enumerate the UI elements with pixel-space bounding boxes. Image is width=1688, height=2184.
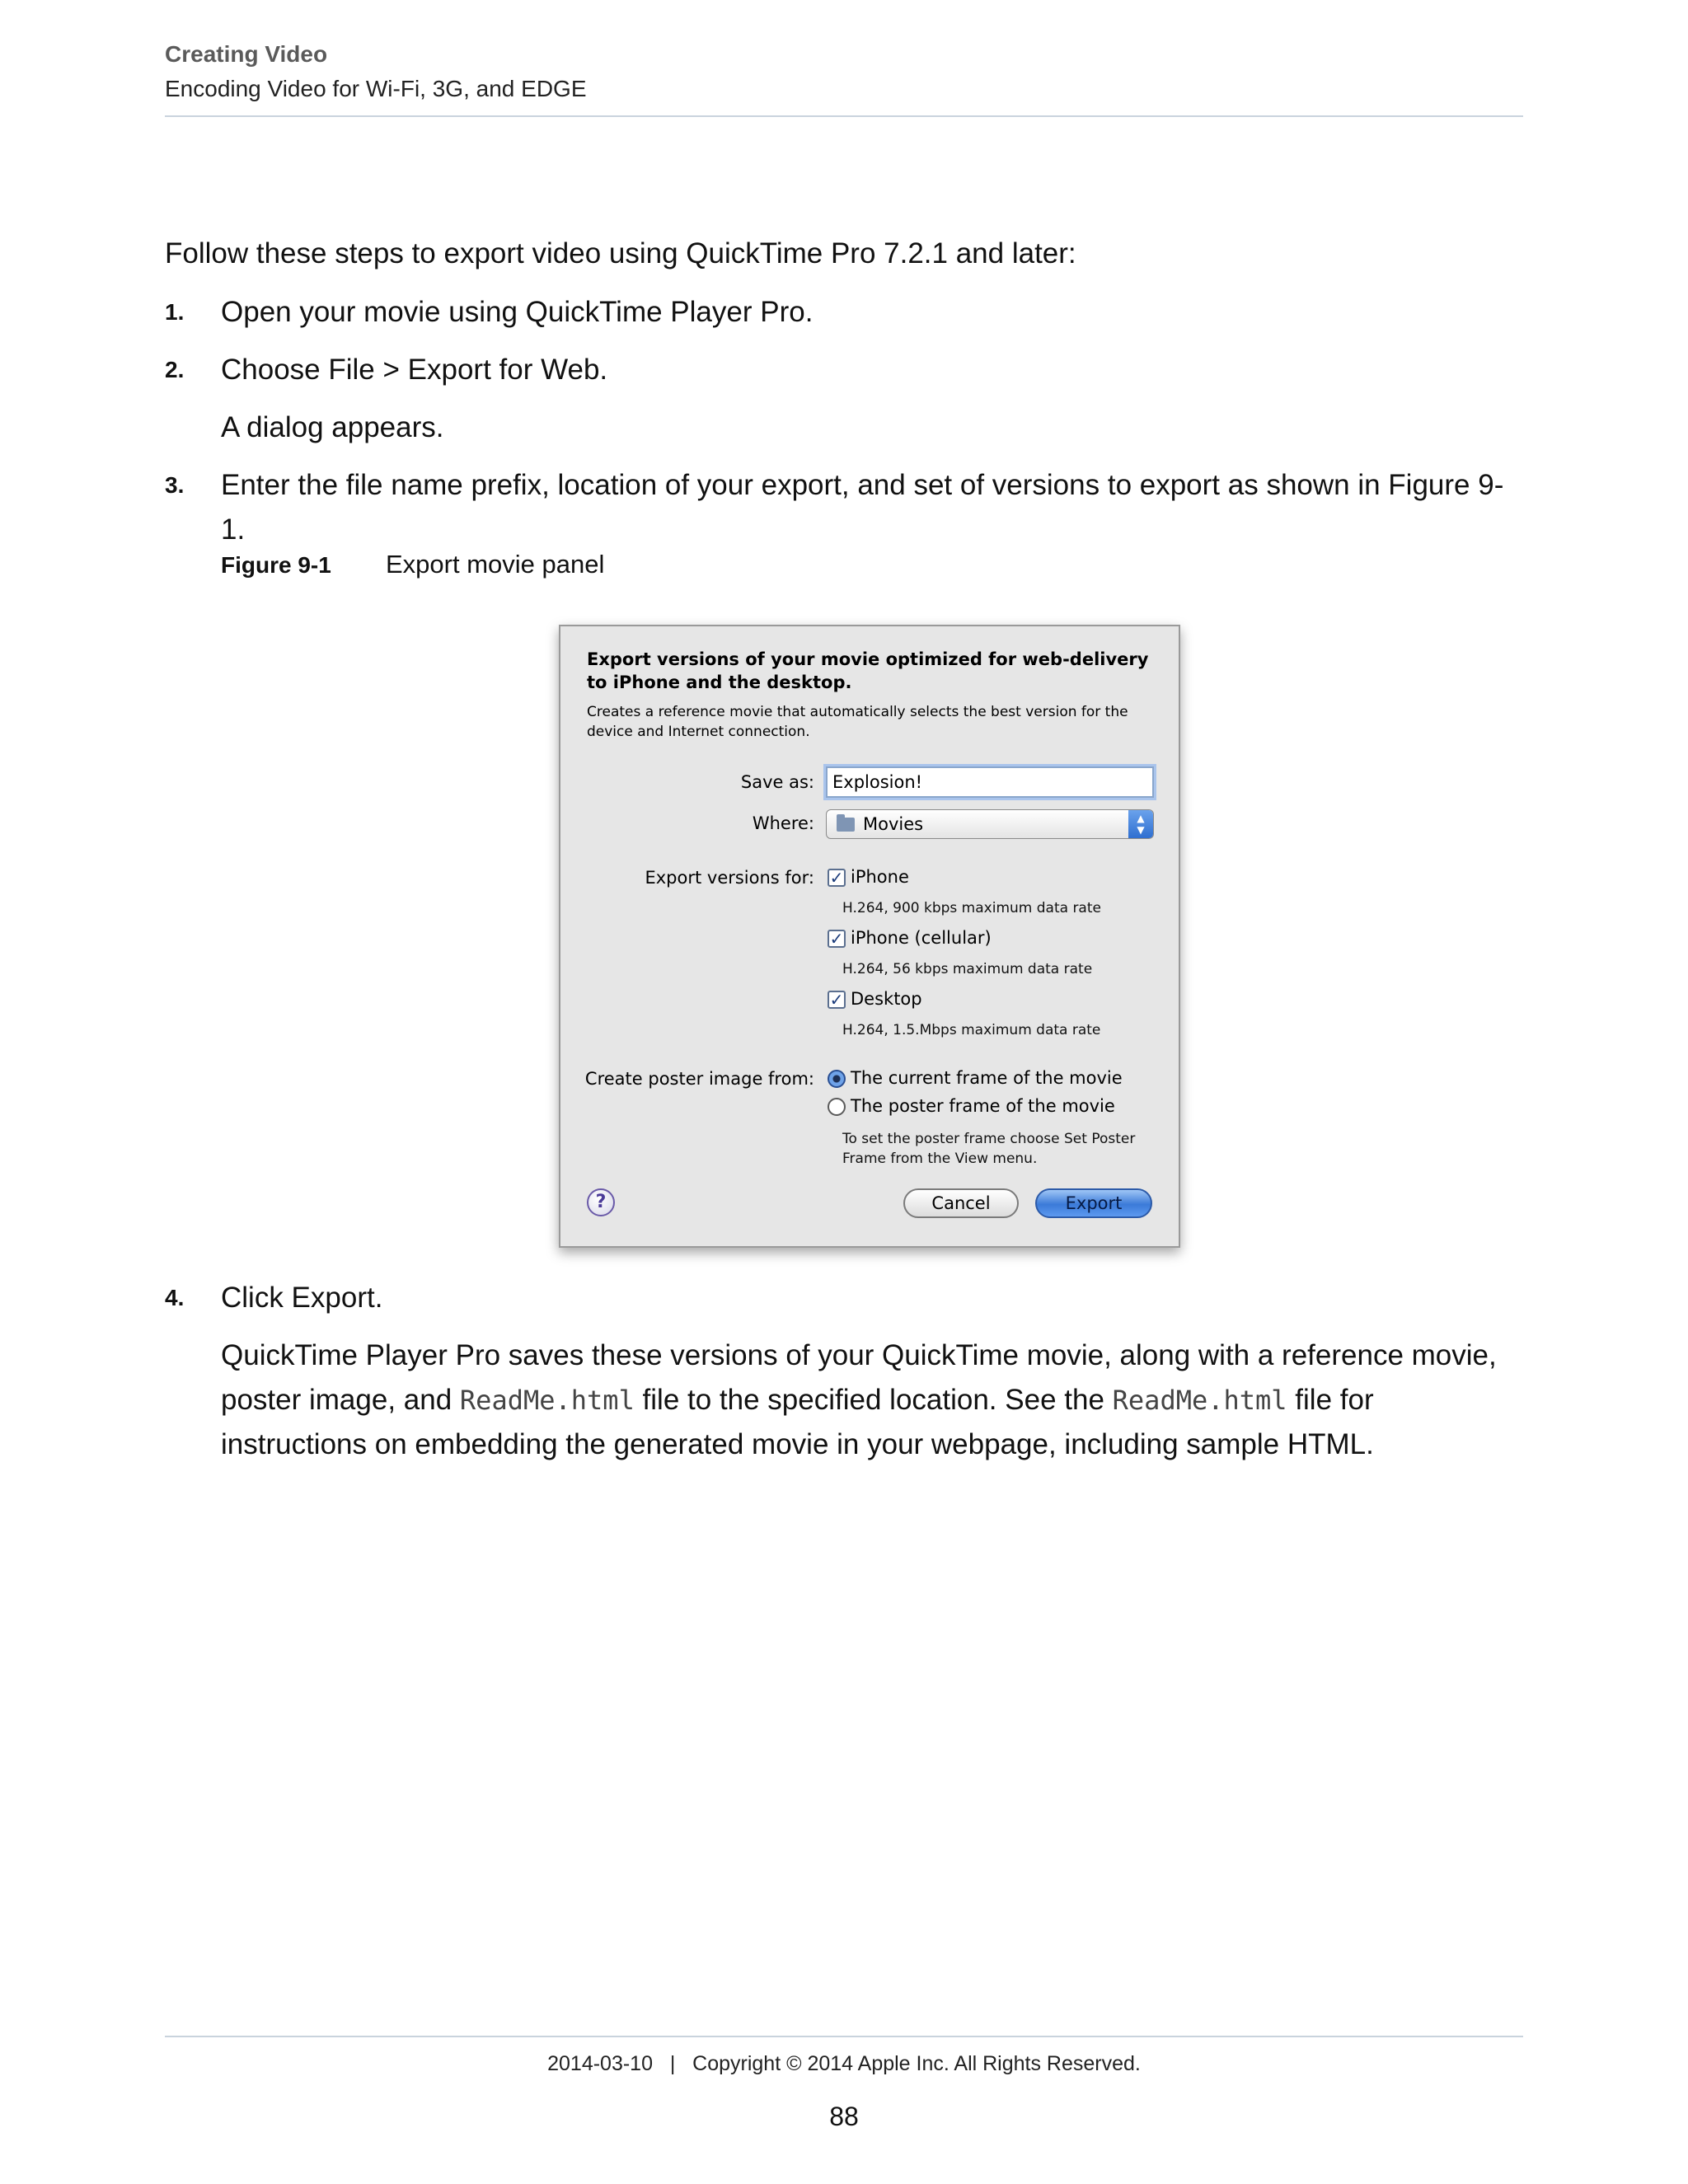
desktop-checkbox[interactable]: ✓ [828, 991, 846, 1009]
iphone-cellular-checkbox[interactable]: ✓ [828, 930, 846, 948]
poster-label: Create poster image from: [584, 1069, 814, 1089]
chapter-title: Creating Video [165, 41, 328, 67]
export-dialog [559, 625, 1180, 1248]
footer-copyright: 2014-03-10 | Copyright © 2014 Apple Inc. All Rights Reserved. [547, 2052, 1141, 2075]
section-title: Encoding Video for Wi-Fi, 3G, and EDGE [165, 76, 587, 101]
page-header [165, 40, 1523, 117]
iphone-checkbox[interactable]: ✓ [828, 869, 846, 887]
step-text: Choose File > Export for Web. [221, 354, 608, 386]
step-number: 4. [165, 1285, 185, 1310]
footer-divider [165, 2036, 1523, 2037]
iphone-cellular-label: iPhone (cellular) [851, 928, 992, 948]
cancel-button[interactable]: Cancel [903, 1188, 1019, 1218]
iphone-label: iPhone [851, 867, 909, 887]
dialog-description: Creates a reference movie that automatically selects the best version for the device and Internet connection. [587, 704, 1128, 740]
poster-current-frame-label: The current frame of the movie [851, 1068, 1123, 1088]
export-versions-label: Export versions for: [645, 868, 814, 888]
figure-title: Export movie panel [386, 550, 605, 579]
desktop-label: Desktop [851, 989, 922, 1009]
poster-note: To set the poster frame choose Set Poster Frame from the View menu. [842, 1131, 1136, 1167]
step-number: 2. [165, 357, 185, 382]
step-text: Enter the file name prefix, location of your export, and set of versions to export as shown in Figure 9-1. [221, 469, 1504, 546]
folder-icon [837, 818, 855, 832]
step-number: 3. [165, 472, 185, 498]
step-text: Click Export. [221, 1282, 383, 1314]
step-text: Open your movie using QuickTime Player Pro. [221, 296, 814, 328]
step-number: 1. [165, 299, 185, 325]
save-as-label: Save as: [740, 772, 814, 792]
para-text: file to the specified location. See the [634, 1384, 1113, 1416]
dialog-title: Export versions of your movie optimized for web-delivery to iPhone and the desktop. [587, 649, 1149, 692]
where-select[interactable] [826, 809, 1154, 839]
figure-caption [221, 548, 604, 582]
iphone-detail: H.264, 900 kbps maximum data rate [842, 900, 1101, 916]
help-button[interactable]: ? [587, 1188, 615, 1216]
poster-frame-label: The poster frame of the movie [851, 1096, 1115, 1116]
code-readme: ReadMe.html [459, 1385, 635, 1416]
para-text: QuickTime Player Pro saves these versions of your QuickTime movie, along with a reference movie, poster image, and [221, 1339, 1497, 1416]
code-readme: ReadMe.html [1112, 1385, 1287, 1416]
step-4-paragraph [221, 1333, 1523, 1467]
save-as-input[interactable] [826, 766, 1154, 798]
poster-current-frame-radio[interactable] [828, 1070, 846, 1088]
step-2-note: A dialog appears. [221, 411, 444, 443]
iphone-cellular-detail: H.264, 56 kbps maximum data rate [842, 961, 1093, 977]
para-text: file for instructions on embedding the generated movie in your webpage, including sample HTML. [221, 1384, 1374, 1460]
intro-paragraph: Follow these steps to export video using QuickTime Pro 7.2.1 and later: [165, 237, 1076, 269]
page-number: 88 [829, 2102, 859, 2131]
where-value: Movies [863, 814, 924, 834]
where-label: Where: [752, 813, 814, 833]
poster-frame-radio[interactable] [828, 1098, 846, 1116]
export-button[interactable]: Export [1035, 1188, 1152, 1218]
select-arrows-icon: ▲ ▼ [1128, 810, 1153, 838]
figure-label: Figure 9-1 [221, 552, 331, 578]
desktop-detail: H.264, 1.5.Mbps maximum data rate [842, 1022, 1101, 1038]
